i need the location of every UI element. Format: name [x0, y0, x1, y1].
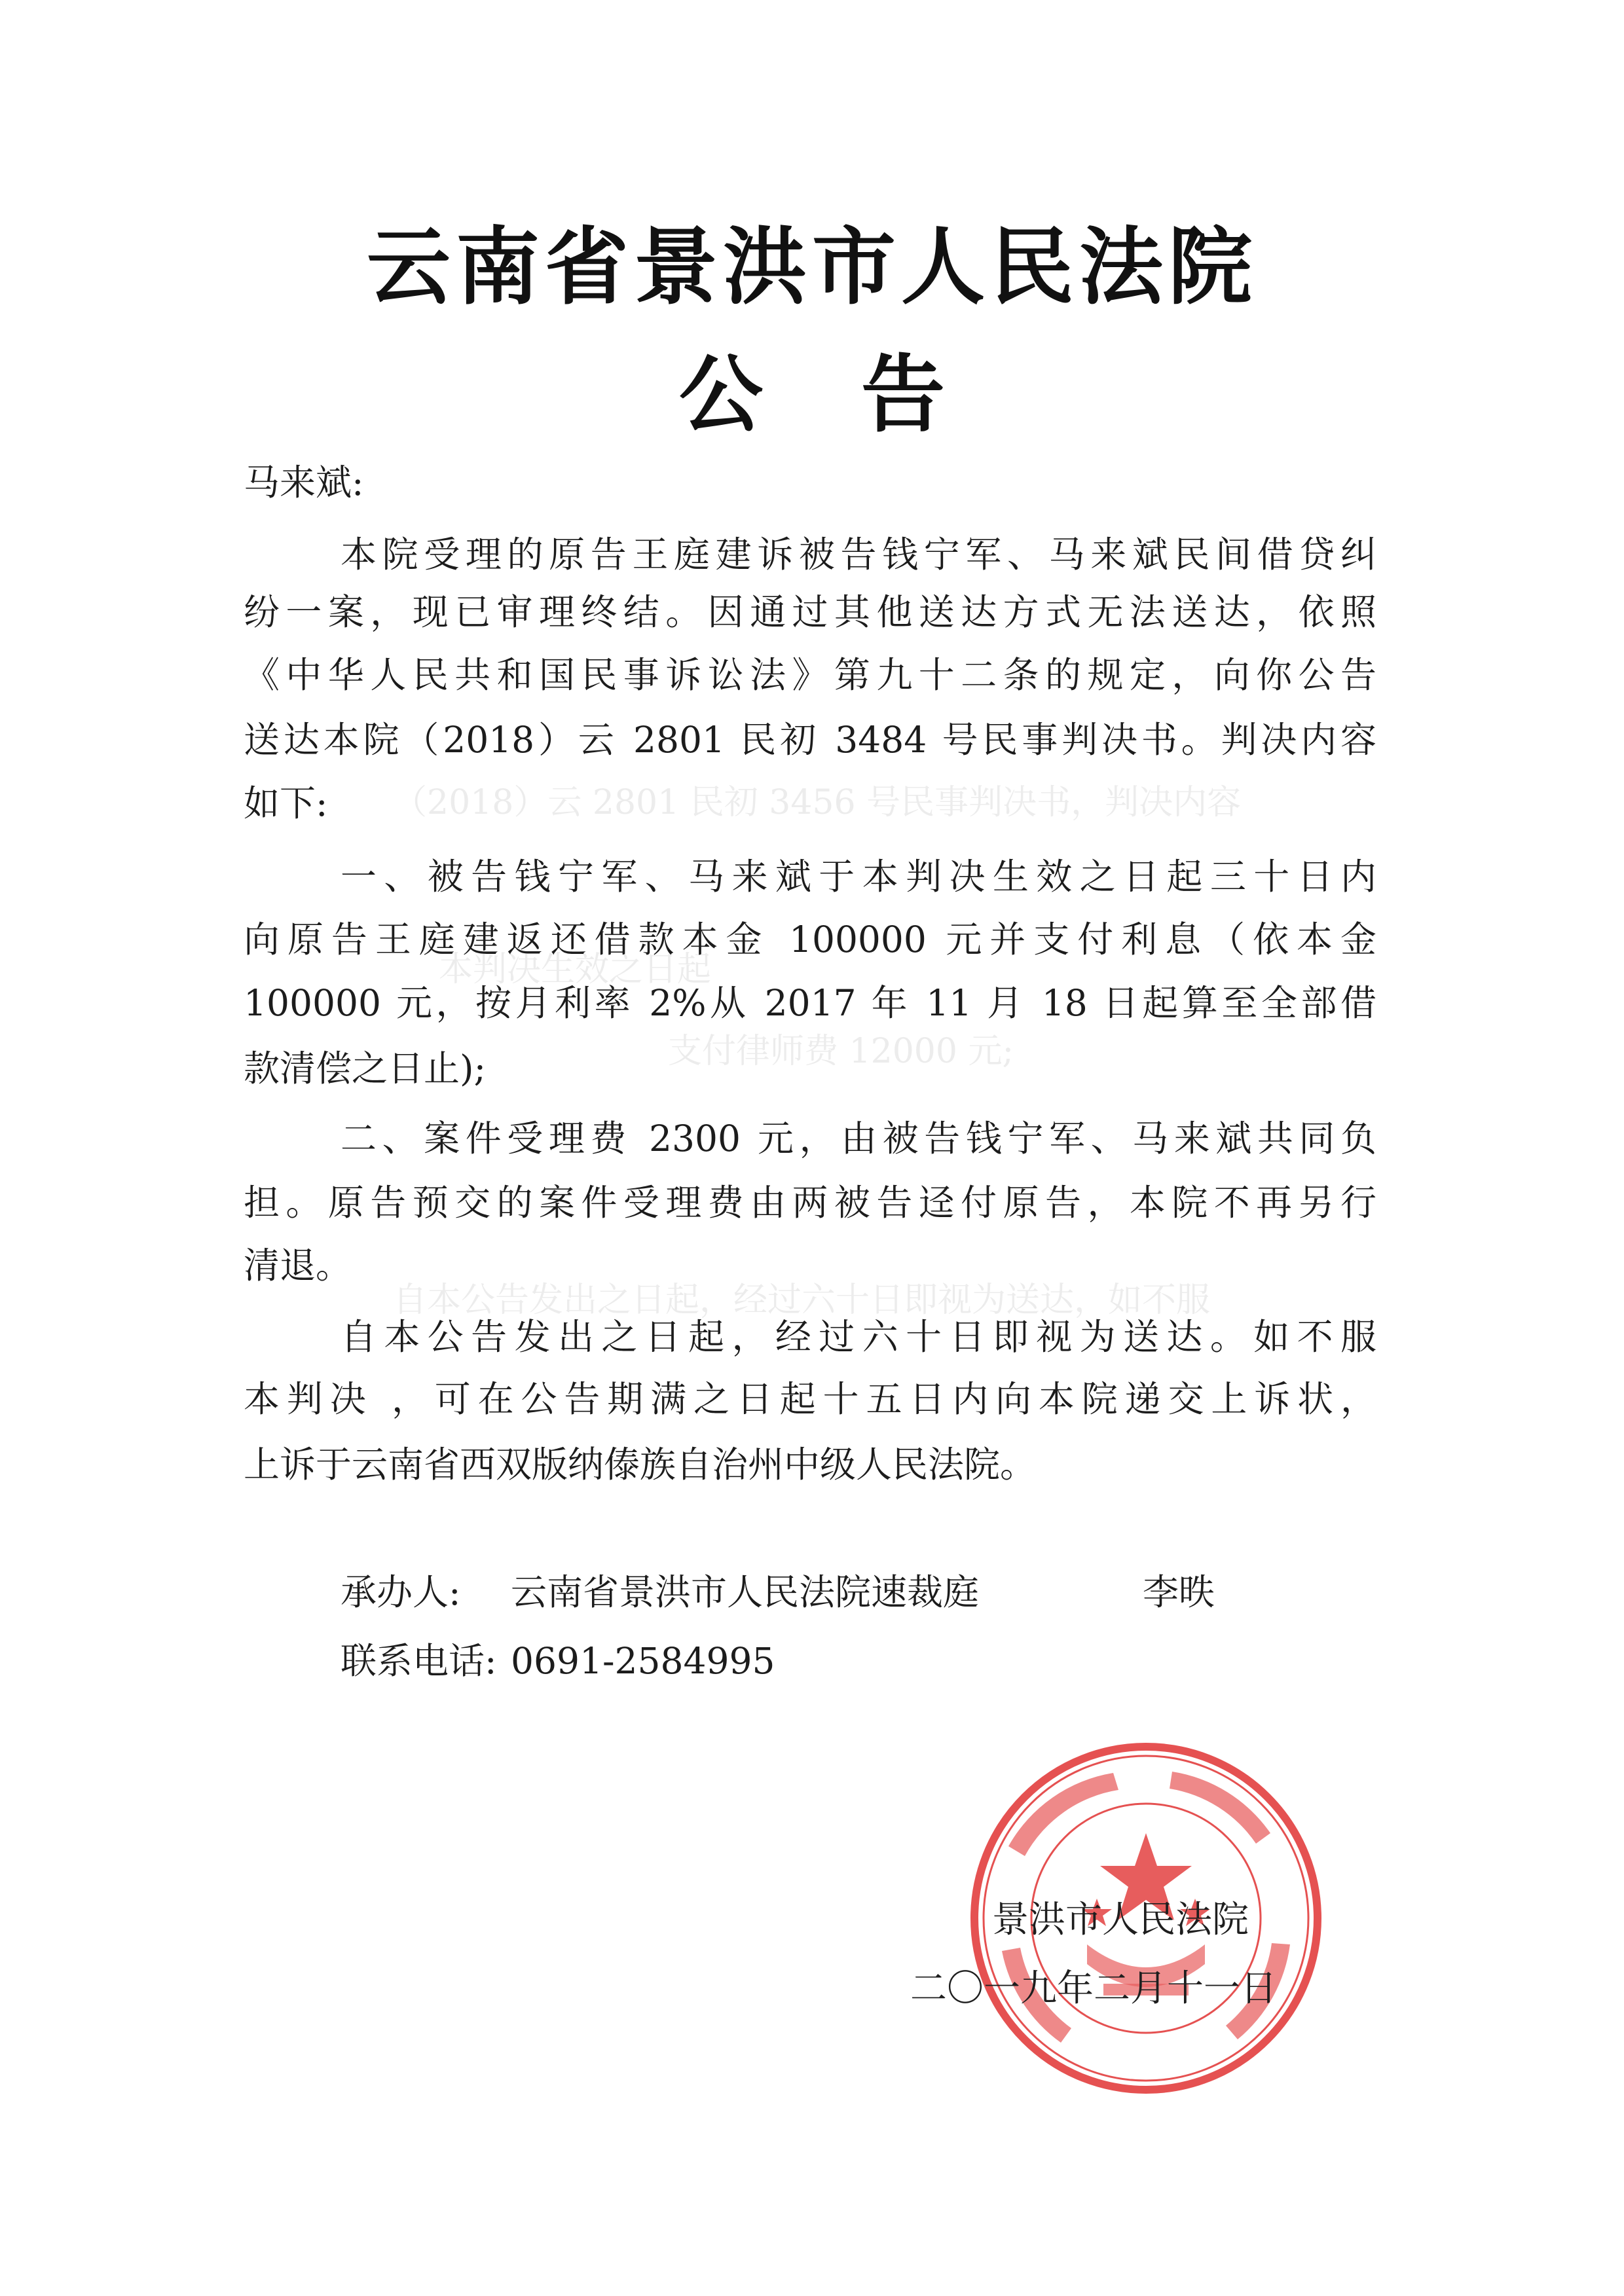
bleed-through-text: （2018）云 2801 民初 3456 号民事判决书，判决内容	[393, 783, 1242, 822]
phone-label: 联系电话:	[341, 1640, 497, 1682]
handler-unit: 云南省景洪市人民法院速裁庭	[511, 1571, 980, 1613]
bleed-through-text: 支付律师费 12000 元;	[668, 1032, 1014, 1071]
court-title: 云南省景洪市人民法院	[366, 219, 1257, 316]
signature-date: 二〇一九年二月十一日	[910, 1967, 1277, 2010]
phone-number: 0691-2584995	[511, 1640, 775, 1682]
body-line: 清退。	[244, 1245, 352, 1286]
body-line: 《中华人民共和国民事诉讼法》第九十二条的规定，向你公告	[244, 654, 1376, 696]
bleed-through-text: 本判决生效之日起	[439, 950, 712, 989]
body-line: 一、被告钱宁军、马来斌于本判决生效之日起三十日内	[341, 856, 1376, 898]
body-line: 二、案件受理费 2300 元，由被告钱宁军、马来斌共同负	[341, 1118, 1376, 1159]
body-line: 送达本院（2018）云 2801 民初 3484 号民事判决书。判决内容	[244, 719, 1376, 761]
body-line: 向原告王庭建返还借款本金 100000 元并支付利息（依本金	[244, 919, 1376, 960]
body-line: 自本公告发出之日起，经过六十日即视为送达。如不服	[341, 1316, 1376, 1358]
body-line: 100000 元，按月利率 2%从 2017 年 11 月 18 日起算至全部借	[244, 982, 1376, 1024]
body-line: 款清偿之日止);	[244, 1048, 486, 1089]
body-line: 本判决 ，可在公告期满之日起十五日内向本院递交上诉状，	[244, 1378, 1376, 1420]
handler-name: 李昳	[1143, 1571, 1215, 1613]
body-line: 本院受理的原告王庭建诉被告钱宁军、马来斌民间借贷纠	[341, 534, 1376, 575]
body-line: 纷一案，现已审理终结。因通过其他送达方式无法送达，依照	[244, 591, 1376, 633]
signature-court: 景洪市人民法院	[992, 1899, 1249, 1941]
addressee: 马来斌:	[244, 462, 364, 503]
body-line: 担。原告预交的案件受理费由两被告迳付原告，本院不再另行	[244, 1182, 1376, 1224]
handler-label: 承办人:	[341, 1571, 461, 1613]
bleed-through-text: 自本公告发出之日起，经过六十日即视为送达，如不服	[393, 1281, 1211, 1320]
document-type-title: 公告	[679, 346, 1043, 444]
body-line: 如下:	[244, 782, 328, 824]
body-line: 上诉于云南省西双版纳傣族自治州中级人民法院。	[244, 1444, 1037, 1485]
